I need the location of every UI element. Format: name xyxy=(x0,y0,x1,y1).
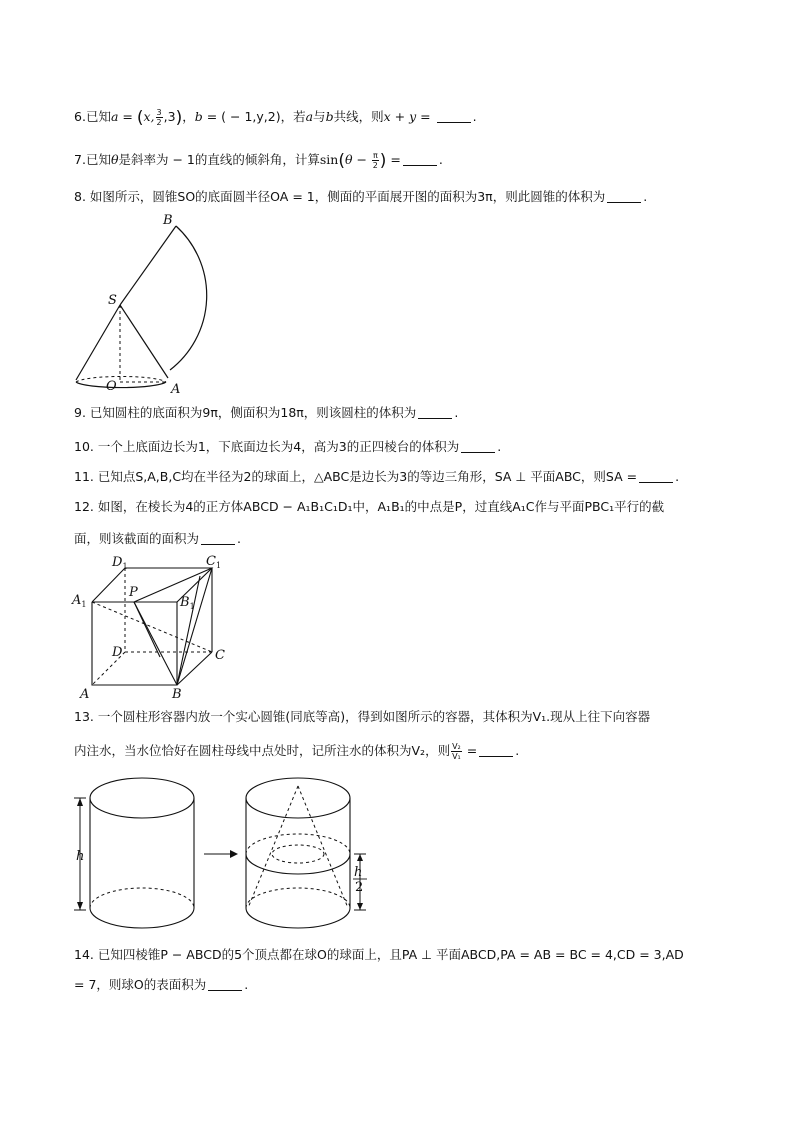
label-B: B xyxy=(163,213,173,228)
question-14-line-2: = 7，则球O的表面积为 . xyxy=(74,977,249,992)
question-7: 7.已知θ是斜率为 − 1的直线的倾斜角，计算sin(θ − $\frac{\pi}{2}$ ) = . xyxy=(74,151,443,171)
label-C1: $C_1$ xyxy=(206,554,222,570)
question-14-line-1: 14. 已知四棱锥P − ABCD的5个顶点都在球O的球面上，且PA ⊥ 平面ABCD,PA = AB = BC = 4,CD = 3,AD xyxy=(74,947,684,962)
answer-blank xyxy=(639,470,673,483)
answer-blank xyxy=(607,190,641,203)
label-B: B xyxy=(172,687,182,702)
label-D: D xyxy=(112,645,123,660)
label-h-half-den: 2 xyxy=(355,880,364,895)
fraction: $\frac{\pi}{2}$ xyxy=(372,151,378,170)
label-S: S xyxy=(108,293,117,308)
cone-unfolded-figure xyxy=(68,210,228,400)
cube-figure xyxy=(70,552,240,702)
answer-blank xyxy=(403,153,437,166)
question-6: 6.已知a = (x, $\frac{3}{2}$ ,3)，b = ( − 1,y,2)，若a与b共线，则x + y = . xyxy=(74,108,477,128)
label-h: h xyxy=(76,849,85,864)
label-O: O xyxy=(106,379,117,394)
answer-blank xyxy=(208,978,242,991)
answer-blank xyxy=(418,406,452,419)
answer-blank xyxy=(461,440,495,453)
question-12-line-1: 12. 如图，在棱长为4的正方体ABCD − A₁B₁C₁D₁中，A₁B₁的中点是P，过直线A₁C作与平面PBC₁平行的截 xyxy=(74,499,665,514)
label-A: A xyxy=(171,382,181,397)
label-D1: $D_1$ xyxy=(112,555,128,571)
fraction: $\frac{3}{2}$ xyxy=(156,108,162,127)
answer-blank xyxy=(479,744,513,757)
label-A1: $A_1$ xyxy=(72,593,87,609)
question-12-line-2: 面，则该截面的面积为 . xyxy=(74,531,241,546)
label-C: C xyxy=(215,648,225,663)
label-P: P xyxy=(129,585,138,600)
answer-blank xyxy=(437,110,471,123)
question-13-line-2: 内注水，当水位恰好在圆柱母线中点处时，记所注水的体积为V₂，则 $\frac{\text{V₂}}{\text{V₁}}$ = . xyxy=(74,742,520,761)
vector-b: b xyxy=(194,109,203,124)
label-B1: $B_1$ xyxy=(180,595,195,611)
vector-a: a xyxy=(110,109,119,124)
question-13-line-1: 13. 一个圆柱形容器内放一个实心圆锥(同底等高)，得到如图所示的容器，其体积为V₁.现从上往下向容器 xyxy=(74,709,651,724)
fraction: $\frac{\text{V₂}}{\text{V₁}}$ xyxy=(452,742,461,761)
question-9: 9. 已知圆柱的底面积为9π，侧面积为18π，则该圆柱的体积为 . xyxy=(74,405,459,420)
cylinders-figure xyxy=(68,768,378,938)
label-A: A xyxy=(80,687,90,702)
answer-blank xyxy=(201,532,235,545)
label-h-half-num: h xyxy=(354,865,363,880)
question-11: 11. 已知点S,A,B,C均在半径为2的球面上，△ABC是边长为3的等边三角形，SA ⊥ 平面ABC，则SA = . xyxy=(74,469,680,484)
question-8: 8. 如图所示，圆锥SO的底面圆半径OA = 1，侧面的平面展开图的面积为3π，则此圆锥的体积为 . xyxy=(74,189,648,204)
question-10: 10. 一个上底面边长为1，下底面边长为4，高为3的正四棱台的体积为 . xyxy=(74,439,502,454)
